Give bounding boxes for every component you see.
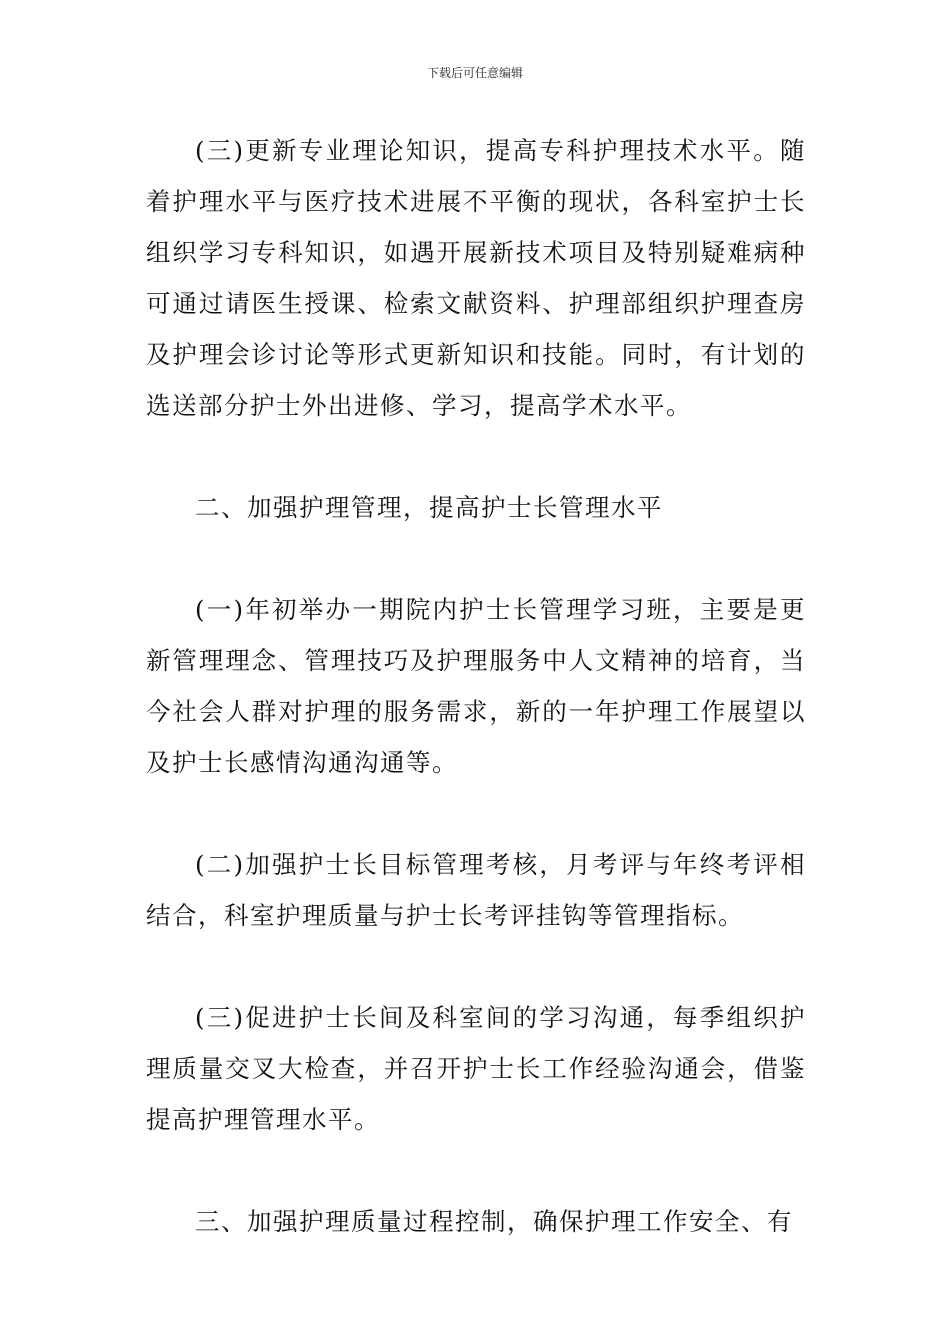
paragraph-training-class: (一)年初举办一期院内护士长管理学习班，主要是更新管理理念、管理技巧及护理服务中人文精神的培育，当今社会人群对护理的服务需求，新的一年护理工作展望以及护士长感情沟通沟通等。 [146,595,806,777]
paragraph-gap [146,431,806,482]
page-header: 下载后可任意编辑 [426,66,523,80]
document-body [146,125,806,1247]
paragraph-gap [146,788,806,839]
section-heading-2: 二、加强护理管理，提高护士长管理水平 [195,493,663,522]
section-heading-3: 三、加强护理质量过程控制，确保护理工作安全、有 [195,1207,793,1236]
paragraph-update-knowledge: (三)更新专业理论知识，提高专科护理技术水平。随着护理水平与医疗技术进展不平衡的现状，各科室护士长组织学习专科知识，如遇开展新技术项目及特别疑难病种可通过请医生授课、检索文献资料、护理部组织护理查房及护理会诊讨论等形式更新知识和技能。同时，有计划的选送部分护士外出进修、学习，提高学术水平。 [146,136,806,420]
paragraph-gap [146,1145,806,1196]
paragraph-exchange: (三)促进护士长间及科室间的学习沟通，每季组织护理质量交叉大检查，并召开护士长工作经验沟通会，借鉴提高护理管理水平。 [146,1003,806,1134]
paragraph-gap [146,941,806,992]
paragraph-target-assessment: (二)加强护士长目标管理考核，月考评与年终考评相结合，科室护理质量与护士长考评挂钩等管理指标。 [146,850,806,930]
paragraph-gap [146,533,806,584]
